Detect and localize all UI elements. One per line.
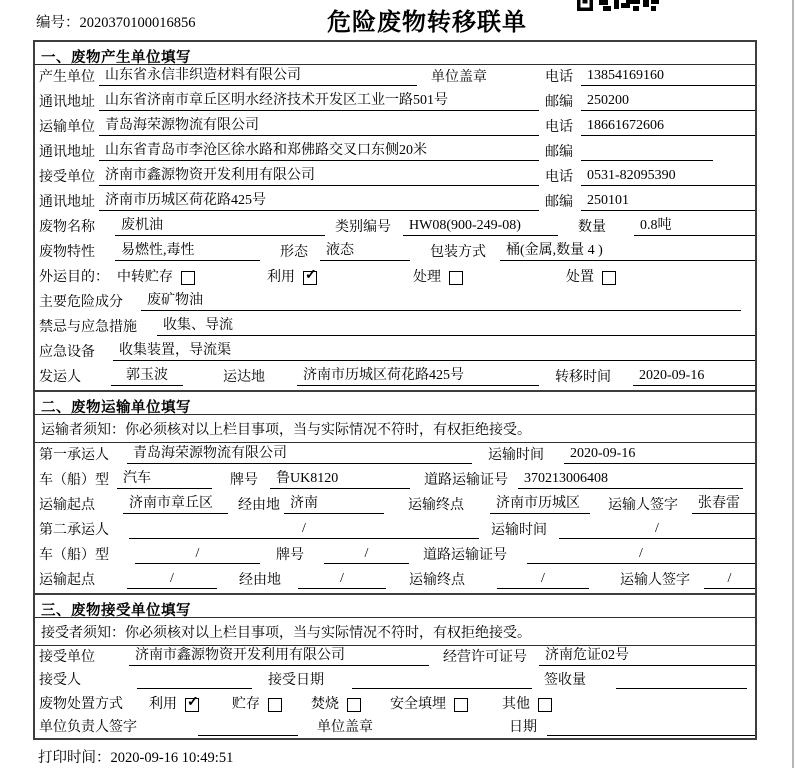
road-license-label: 道路运输证号 [424,473,508,488]
receive-unit-label: 接受单位 [39,170,95,185]
row-producer [35,65,755,90]
document-number-value: 2020370100016856 [79,15,196,31]
transport-unit-value: 青岛海荣源物流有限公司 [99,118,539,136]
plate-label: 牌号 [276,548,304,563]
purpose-option-treat [413,270,463,286]
transporter-sign-label: 运输人签字 [620,573,690,588]
phone-label: 电话 [545,170,573,185]
option-label: 利用 [267,270,295,285]
row-taboo [35,315,755,340]
checkbox-icon [181,271,195,285]
head-sign-label: 单位负责人签字 [39,720,137,735]
purpose-option-dispose [566,270,616,286]
receive-zip-value: 250101 [581,193,755,211]
checkbox-checked-icon [185,698,199,712]
row-equipment [35,340,755,365]
section-transporter [35,390,755,593]
terminus-label: 运输终点 [408,498,464,513]
quantity-label: 数量 [578,220,606,235]
checkbox-icon [268,698,282,712]
taboo-value: 收集、导流 [157,318,755,336]
row-carrier1 [35,443,755,468]
option-label: 安全填埋 [390,696,446,712]
option-label: 利用 [149,696,177,712]
option-label: 焚烧 [311,696,339,712]
print-time-label: 打印时间： [38,750,111,766]
plate2-value: / [324,546,409,564]
row-shipper [35,365,755,390]
row-receiver-person [35,670,755,694]
origin1-value: 济南市章丘区 [123,496,228,514]
origin-label: 运输起点 [39,573,95,588]
address-label: 通讯地址 [39,195,95,210]
transport-time-label: 运输时间 [491,523,547,538]
packing-label: 包装方式 [430,245,486,260]
producer-zip-value: 250200 [581,93,755,111]
phone-label: 电话 [545,120,573,135]
checkbox-icon [449,271,463,285]
section-receiver [35,593,755,740]
producer-phone-value: 13854169160 [581,68,755,86]
option-label: 处置 [566,270,594,285]
document-number-label: 编号： [36,15,80,31]
print-time-value: 2020-09-16 10:49:51 [110,750,234,766]
row-receive-unit [35,165,755,190]
seal-label: 单位盖章 [431,70,487,85]
transfer-time-value: 2020-09-16 [633,368,755,386]
receive-unit-label: 接受单位 [39,649,95,665]
carrier2-value: / [129,521,479,539]
via-label: 经由地 [238,498,280,513]
via1-value: 济南 [284,496,384,514]
row-producer-address [35,90,755,115]
receive-date-label: 接受日期 [268,673,324,688]
signed-amount-value [616,672,747,689]
transport-time2-value: / [559,521,755,539]
hazard-value: 废矿物油 [141,293,741,311]
character-value: 易燃性,毒性 [115,243,260,261]
row-waste-character [35,240,755,265]
transport-phone-value: 18661672606 [581,118,755,136]
zip-label: 邮编 [545,95,573,110]
receive-unit-value: 济南市鑫源物资开发利用有限公司 [99,168,539,186]
row-disposal [35,693,755,717]
license-label: 经营许可证号 [443,649,527,665]
row-purpose [35,265,755,290]
transporter-sign-label: 运输人签字 [608,498,678,513]
packing-value: 桶(金属,数量 4 ) [500,243,755,261]
terminus-label: 运输终点 [409,573,465,588]
purpose-option-utilize [267,270,317,286]
row-hazard [35,290,755,315]
date-label: 日期 [509,720,537,735]
seal-label: 单位盖章 [317,720,373,735]
page-right-edge [792,0,794,768]
checkbox-icon [538,698,552,712]
origin2-value: / [127,571,217,589]
row-route2 [35,568,755,593]
form-label: 形态 [280,245,308,260]
vehicle2-value: / [135,546,260,564]
transport-zip-value [581,144,713,161]
road-license-label: 道路运输证号 [423,548,507,563]
waste-name-value: 废机油 [115,218,325,236]
checkbox-checked-icon [303,271,317,285]
zip-label: 邮编 [545,145,573,160]
section-receiver-title: 三、废物接受单位填写 [35,595,755,618]
page-title: 危险废物转移联单 [327,10,527,36]
qr-code-icon [577,0,659,12]
via-label: 经由地 [239,573,281,588]
row-receive-address [35,190,755,215]
row-carrier2 [35,518,755,543]
disposal-option-store [232,697,282,713]
vehicle1-value: 汽车 [117,471,212,489]
vehicle-label: 车（船）型 [39,548,109,563]
transporter-notice-text: 运输者须知：你必须核对以上栏目事项，当与实际情况不符时，有权拒绝接受。 [41,422,531,438]
producer-value: 山东省永信非织造材料有限公司 [99,68,417,86]
receiver-notice [35,618,755,646]
transport-time1-value: 2020-09-16 [564,446,755,464]
disposal-option-landfill [390,697,468,713]
sign1-value: 张春雷 [692,496,755,514]
carrier1-value: 青岛海荣源物流有限公司 [127,446,472,464]
print-time [38,746,233,767]
destination-label: 运达地 [223,370,265,385]
zip-label: 邮编 [545,195,573,210]
date-value [547,719,755,736]
address-label: 通讯地址 [39,95,95,110]
license-value: 济南危证02号 [539,648,755,666]
sign2-value: / [704,571,755,589]
manifest-form [33,40,757,740]
checkbox-icon [347,698,361,712]
row-vehicle1 [35,468,755,493]
road-license2-value: / [527,546,755,564]
plate-label: 牌号 [230,473,258,488]
row-receive-unit-s3 [35,646,755,670]
section-producer-title: 一、废物产生单位填写 [35,42,755,65]
receiver-person-label: 接受人 [39,673,81,688]
section-producer [35,42,755,390]
terminus1-value: 济南市历城区 [490,496,590,514]
category-value: HW08(900-249-08) [403,218,558,236]
transport-time-label: 运输时间 [488,448,544,463]
carrier1-label: 第一承运人 [39,448,109,463]
purpose-option-transfer-storage [117,270,195,286]
disposal-label: 废物处置方式 [39,696,123,712]
disposal-option-utilize [149,697,199,713]
transfer-time-label: 转移时间 [555,370,611,385]
disposal-option-other [502,697,552,713]
checkbox-icon [454,698,468,712]
checkbox-icon [602,271,616,285]
section-transporter-title: 二、废物运输单位填写 [35,392,755,415]
receive-address-value: 济南市历城区荷花路425号 [99,193,539,211]
row-transport-unit [35,115,755,140]
carrier2-label: 第二承运人 [39,523,109,538]
form-value: 液态 [320,243,410,261]
transporter-notice [35,415,755,443]
hazard-label: 主要危险成分 [39,295,123,310]
receive-date-value [352,672,532,689]
waste-name-label: 废物名称 [39,220,95,235]
plate1-value: 鲁UK8120 [270,471,410,489]
option-label: 其他 [502,696,530,712]
road-license1-value: 370213006408 [518,471,743,489]
address-label: 通讯地址 [39,145,95,160]
option-label: 贮存 [232,696,260,712]
row-route1 [35,493,755,518]
transport-address-value: 山东省青岛市李沧区徐水路和郑佛路交叉口东侧20米 [99,143,539,161]
row-vehicle2 [35,543,755,568]
row-waste-name [35,215,755,240]
destination-value: 济南市历城区荷花路425号 [297,368,539,386]
equipment-label: 应急设备 [39,345,95,360]
via2-value: / [298,571,386,589]
vehicle-label: 车（船）型 [39,473,109,488]
transport-unit-label: 运输单位 [39,120,95,135]
option-label: 中转贮存 [117,270,173,285]
receiver-person-value [137,672,252,689]
shipper-label: 发运人 [39,370,81,385]
option-label: 处理 [413,270,441,285]
row-head-sign [35,717,755,741]
signed-amount-label: 签收量 [544,673,586,688]
origin-label: 运输起点 [39,498,95,513]
equipment-value: 收集装置，导流渠 [113,343,755,361]
row-transport-address [35,140,755,165]
quantity-value: 0.8吨 [634,218,755,236]
purpose-label: 外运目的： [39,270,109,285]
receive-unit-value: 济南市鑫源物资开发利用有限公司 [129,648,429,666]
receiver-notice-text: 接受者须知：你必须核对以上栏目事项，当与实际情况不符时，有权拒绝接受。 [41,625,531,641]
document-number [36,11,196,32]
phone-label: 电话 [545,70,573,85]
character-label: 废物特性 [39,245,95,260]
head-sign-value [198,719,298,736]
taboo-label: 禁忌与应急措施 [39,320,137,335]
shipper-value: 郭玉波 [111,368,183,386]
receive-phone-value: 0531-82095390 [581,168,755,186]
category-label: 类别编号 [335,220,391,235]
terminus2-value: / [497,571,589,589]
producer-label: 产生单位 [39,70,95,85]
producer-address-value: 山东省济南市章丘区明水经济技术开发区工业一路501号 [99,93,539,111]
disposal-option-incinerate [311,697,361,713]
